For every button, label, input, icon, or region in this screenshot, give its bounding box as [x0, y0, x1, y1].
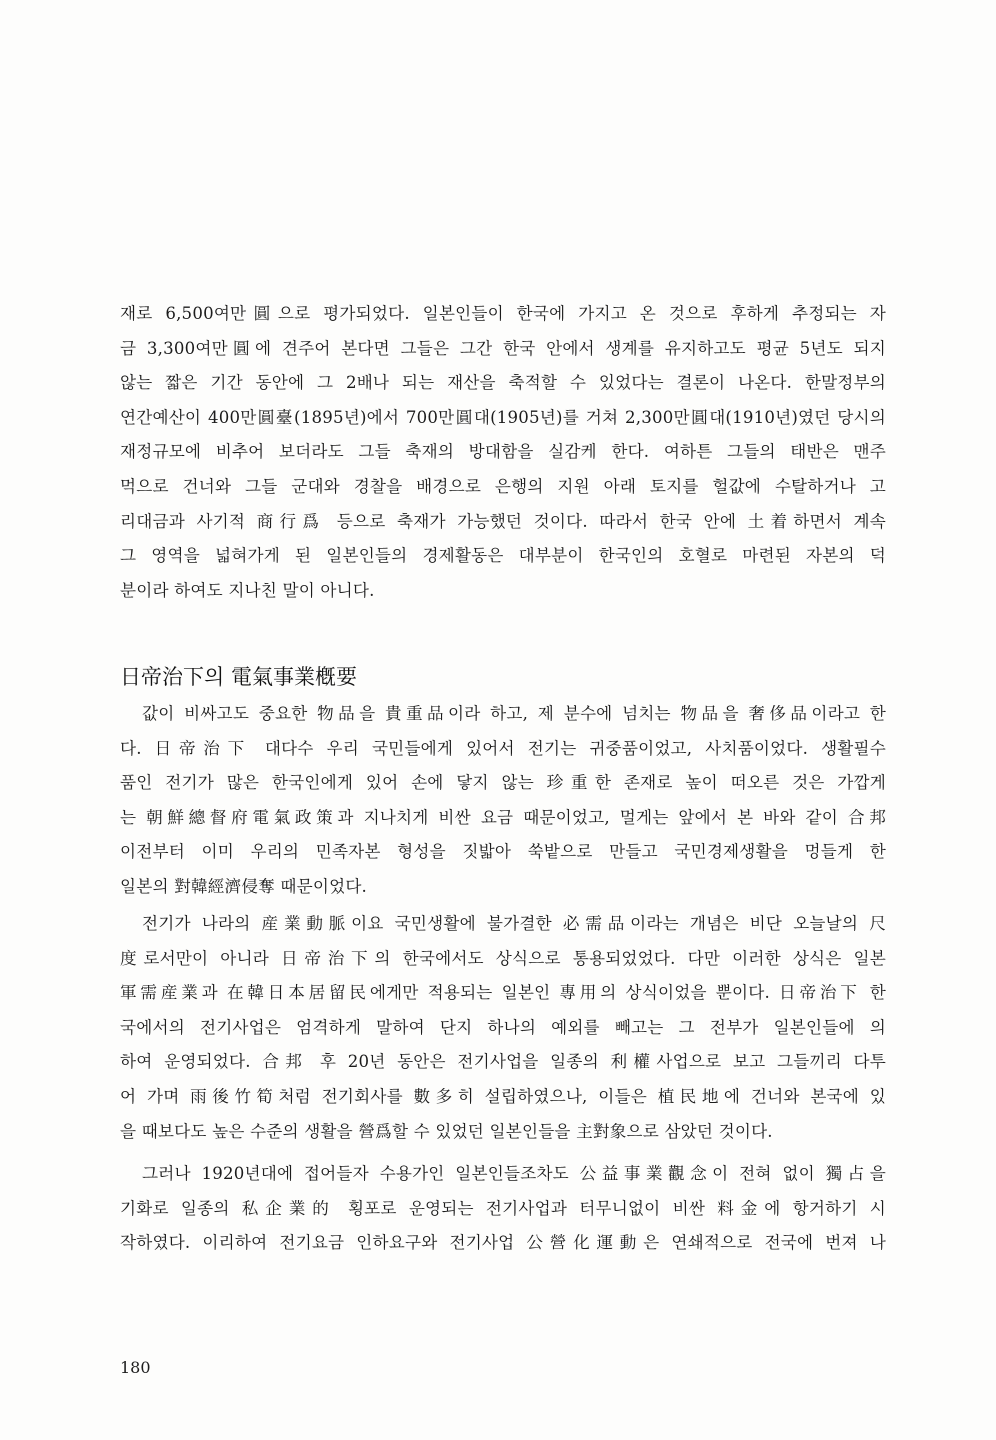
text-line: 연간예산이 400만圓臺(1895년)에서 700만圓대(1905년)를 거쳐 2,300만圓대(1910년)였던 당시의 [120, 407, 886, 427]
text-line: 어 가며 雨後竹筍처럼 전기회사를 數多히 설립하였으나, 이들은 植民地에 건너와 본국에 있 [120, 1086, 886, 1106]
text-line: 국에서의 전기사업은 엄격하게 말하여 단지 하나의 예외를 빼고는 그 전부가 일본인들에 의 [120, 1017, 886, 1037]
text-line: 기화로 일종의 私企業的 횡포로 운영되는 전기사업과 터무니없이 비싼 料金에 항거하기 시 [120, 1198, 886, 1218]
text-line: 그러나 1920년대에 접어들자 수용가인 일본인들조차도 公益事業觀念이 전혀 없이 獨占을 [142, 1164, 886, 1183]
text-line: 작하였다. 이리하여 전기요금 인하요구와 전기사업 公營化運動은 연쇄적으로 전국에 번져 나 [120, 1233, 886, 1253]
text-line: 이전부터 이미 우리의 민족자본 형성을 짓밟아 쑥밭으로 만들고 국민경제생활을 멍들게 한 [120, 842, 886, 862]
text-line: 리대금과 사기적 商行爲 등으로 축재가 가능했던 것이다. 따라서 한국 안에 土着하면서 계속 [120, 511, 886, 531]
section-heading: 日帝治下의 電氣事業槪要 [120, 665, 357, 689]
text-line: 을 때보다도 높은 수준의 생활을 營爲할 수 있었던 일본인들을 主對象으로 삼았던 것이다. [120, 1121, 773, 1141]
text-line: 품인 전기가 많은 한국인에게 있어 손에 닿지 않는 珍重한 존재로 높이 떠오른 것은 가깝게 [120, 773, 886, 793]
text-line: 값이 비싸고도 중요한 物品을 貴重品이라 하고, 제 분수에 넘치는 物品을 奢侈品이라고 한 [142, 704, 886, 723]
text-line: 일본의 對韓經濟侵奪 때문이었다. [120, 876, 368, 896]
text-line: 는 朝鮮總督府電氣政策과 지나치게 비싼 요금 때문이었고, 멀게는 앞에서 본 바와 같이 合邦 [120, 807, 886, 827]
text-line: 다. 日帝治下 대다수 우리 국민들에게 있어서 전기는 귀중품이었고, 사치품이었다. 생활필수 [120, 738, 886, 758]
text-line: 않는 짧은 기간 동안에 그 2배나 되는 재산을 축적할 수 있었다는 결론이 나온다. 한말정부의 [120, 373, 886, 393]
text-line: 분이라 하여도 지나친 말이 아니다. [120, 580, 375, 600]
text-line: 하여 운영되었다. 合邦 후 20년 동안은 전기사업을 일종의 利權사업으로 보고 그들끼리 다투 [120, 1052, 886, 1072]
paragraph-4 [120, 1157, 886, 1261]
text-line: 재정규모에 비추어 보더라도 그들 축재의 방대함을 실감케 한다. 여하튼 그들의 태반은 맨주 [120, 442, 886, 462]
page-number: 180 [120, 1358, 151, 1377]
text-line: 度로서만이 아니라 日帝治下의 한국에서도 상식으로 통용되었었다. 다만 이러한 상식은 일본 [120, 948, 886, 968]
text-line: 그 영역을 넓혀가게 된 일본인들의 경제활동은 대부분이 한국인의 호혈로 마련된 자본의 덕 [120, 546, 886, 566]
text-line: 금 3,300여만圓에 견주어 본다면 그들은 그간 한국 안에서 생계를 유지하고도 평균 5년도 되지 [120, 338, 886, 358]
paragraph-1 [120, 297, 886, 608]
text-line: 재로 6,500여만圓으로 평가되었다. 일본인들이 한국에 가지고 온 것으로 후하게 추정되는 자 [120, 304, 886, 323]
text-line: 전기가 나라의 産業動脈이요 국민생활에 불가결한 必需品이라는 개념은 비단 오늘날의 尺 [142, 914, 886, 933]
text-line: 軍需産業과 在韓日本居留民에게만 적용되는 일본인 專用의 상식이었을 뿐이다. 日帝治下 한 [120, 983, 886, 1003]
paragraph-3 [120, 907, 886, 1149]
paragraph-2 [120, 697, 886, 905]
text-line: 먹으로 건너와 그들 군대와 경찰을 배경으로 은행의 지원 아래 토지를 헐값에 수탈하거나 고 [120, 476, 886, 496]
